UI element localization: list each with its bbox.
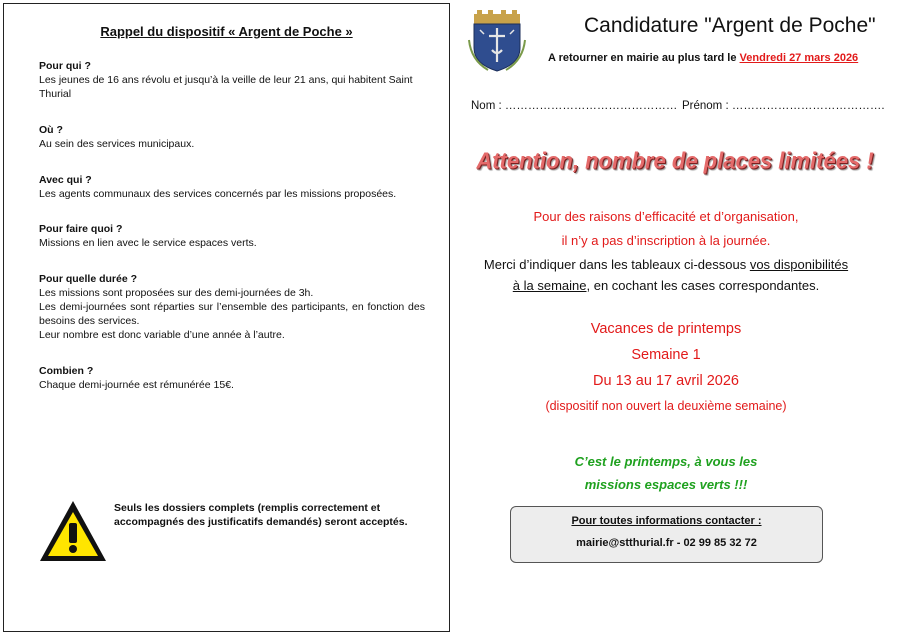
contact-details[interactable]: mairie@stthurial.fr - 02 99 85 32 72 — [576, 537, 757, 549]
answer-line: Les agents communaux des services concernés par les missions proposées. — [39, 188, 397, 200]
week-emphasis: à la semaine — [512, 278, 587, 293]
section-with-whom — [39, 173, 425, 201]
question-where: Où ? — [39, 124, 63, 136]
section-how-much — [39, 364, 425, 392]
info-line-4-text: , en cochant les cases correspondantes. — [586, 278, 820, 293]
spring-line-2: missions espaces verts !!! — [584, 477, 748, 492]
section-duration — [39, 272, 425, 342]
info-line-2: il n’y a pas d’inscription à la journée. — [561, 233, 771, 248]
answer-line: Chaque demi-journée est rémunérée 15€. — [39, 379, 234, 391]
answer-line: Missions en lien avec le service espaces verts. — [39, 237, 257, 249]
info-line-3 — [451, 257, 881, 272]
left-title: Rappel du dispositif « Argent de Poche » — [100, 24, 353, 39]
nom-field[interactable]: Nom : ……………………………………… — [471, 100, 678, 112]
answer-line: Au sein des services municipaux. — [39, 138, 195, 150]
contact-title: Pour toutes informations contacter : — [571, 515, 762, 527]
warning-triangle-icon — [38, 499, 108, 563]
question-what: Pour faire quoi ? — [39, 223, 123, 235]
question-how-much: Combien ? — [39, 365, 94, 377]
answer-line: Les jeunes de 16 ans révolu et jusqu’à la veille de leur 21 ans, qui habitent Saint — [39, 74, 413, 86]
attention-banner: Attention, nombre de places limitées ! — [476, 147, 874, 174]
answer-line: Leur nombre est donc variable d’une année à l’autre. — [39, 329, 285, 341]
holiday-dates: Du 13 au 17 avril 2026 — [593, 373, 739, 389]
info-line-1: Pour des raisons d’efficacité et d’organisation, — [533, 209, 799, 224]
return-deadline — [548, 52, 858, 64]
answer-line: Les missions sont proposées sur des demi-journées de 3h. — [39, 287, 314, 299]
holiday-title: Vacances de printemps — [590, 321, 742, 337]
return-date: Vendredi 27 mars 2026 — [739, 52, 859, 64]
right-panel — [451, 0, 899, 636]
section-who — [39, 59, 425, 101]
section-what — [39, 222, 425, 250]
prenom-field[interactable]: Prénom : …………………………………. — [682, 100, 885, 112]
section-where — [39, 123, 425, 151]
town-crest-icon — [468, 10, 526, 72]
question-who: Pour qui ? — [39, 60, 91, 72]
answer-line: Thurial — [39, 88, 72, 100]
holiday-week: Semaine 1 — [631, 347, 701, 363]
info-line-4 — [451, 278, 881, 293]
return-prefix: A retourner en mairie au plus tard le — [548, 52, 740, 64]
question-with-whom: Avec qui ? — [39, 174, 92, 186]
info-line-3-text: Merci d’indiquer dans les tableaux ci-dessous — [483, 257, 750, 272]
question-duration: Pour quelle durée ? — [39, 273, 138, 285]
left-panel — [3, 3, 450, 632]
main-title: Candidature "Argent de Poche" — [584, 14, 876, 37]
holiday-note: (dispositif non ouvert la deuxième semaine) — [545, 399, 787, 413]
spring-line-1: C’est le printemps, à vous les — [574, 454, 758, 469]
contact-box — [510, 506, 823, 563]
availability-emphasis: vos disponibilités — [749, 257, 849, 272]
warning-text: Seuls les dossiers complets (remplis correctement et accompagnés des justificatifs demandés) seront acceptés. — [114, 502, 408, 528]
answer-line: Les demi-journées sont réparties sur l’ensemble des participants, en fonction des besoins des services. — [39, 301, 425, 327]
